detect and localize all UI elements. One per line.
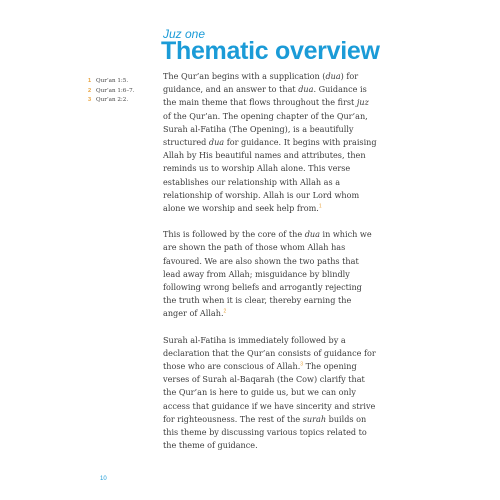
text-run: in which we are shown the path of those whom Allah has favoured. We are also shown the two paths that lead away from Allah; misguidance by blindly following wrong beliefs and arrogantly rejecting the truth when it is clear, thereby earning the anger of Allah. (163, 229, 372, 319)
sidenote-number: 3 (88, 97, 92, 103)
sidenote-text: Qur’an 1:5. (96, 78, 129, 84)
sidenote-item (88, 96, 135, 106)
sidenote-text: Qur’an 2:2. (96, 97, 129, 103)
text-run: The Qur’an begins with a supplication ( (163, 71, 326, 81)
sidenote-number: 2 (88, 87, 92, 94)
italic-term: dua (298, 84, 314, 95)
italic-term: dua (208, 137, 225, 148)
text-run: The opening verses of Surah al-Baqarah (the Cow) clarify that the Qur’an is here to guide us, but we can only access that guidance if we have sincerity and strive for righteousness. The rest of the (163, 361, 376, 424)
text-run: Surah al-Fatiha is immediately followed by a declaration that the Qur’an consists of guidance for those who are conscious of Allah. (163, 334, 376, 372)
italic-term: dua (325, 71, 341, 81)
italic-term: dua (304, 229, 320, 240)
footnote-marker[interactable]: 3 (300, 361, 304, 368)
sidenotes (88, 77, 135, 106)
paragraph-3 (163, 334, 377, 453)
page-number: 10 (100, 476, 107, 482)
page-title: Thematic overview (161, 37, 380, 65)
paragraph-2 (163, 228, 377, 320)
text-run: ) for guidance, and an answer to that (163, 71, 359, 95)
text-run: This is followed by the core of the (163, 229, 305, 240)
italic-term: surah (302, 413, 327, 424)
sidenote-item (88, 87, 135, 97)
body-text (163, 70, 377, 465)
sidenote-item (88, 77, 135, 87)
sidenote-text: Qur’an 1:6–7. (96, 87, 135, 94)
paragraph-1 (163, 70, 377, 215)
text-run: builds on this theme by discussing various topics related to the theme of guidance. (163, 413, 367, 451)
footnote-marker[interactable]: 1 (318, 203, 322, 210)
text-run: . Guidance is the main theme that flows throughout the first (163, 84, 367, 108)
sidenote-number: 1 (88, 78, 92, 84)
text-run: of the Qur’an. The opening chapter of the Qur’an, Surah al-Fatiha (The Opening), is a beautifully structured (163, 110, 368, 148)
footnote-marker[interactable]: 2 (223, 308, 227, 315)
text-run: for guidance. It begins with praising Allah by His beautiful names and attributes, then reminds us to worship Allah alone. This verse establishes our relationship with Allah as a relationship of worship. Allah is our Lord whom alone we worship and seek help from. (163, 137, 377, 214)
chapter-kicker: Juz one (163, 27, 206, 41)
italic-term: juz (356, 97, 369, 108)
